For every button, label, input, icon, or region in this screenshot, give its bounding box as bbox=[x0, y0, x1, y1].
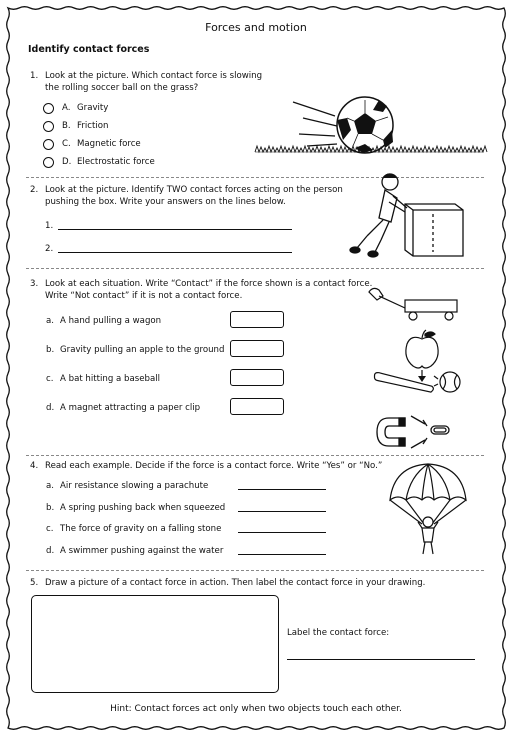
q4-answer-line-b[interactable] bbox=[238, 511, 326, 512]
divider bbox=[26, 570, 484, 571]
q4-answer-line-c[interactable] bbox=[238, 532, 326, 533]
option-letter: B. bbox=[62, 121, 71, 131]
option-label: Electrostatic force bbox=[77, 157, 155, 167]
option-letter: A. bbox=[62, 103, 71, 113]
q1-option-b[interactable] bbox=[43, 120, 203, 133]
q3-item-d-text: A magnet attracting a paper clip bbox=[60, 403, 201, 413]
q4-item-d-text: A swimmer pushing against the water bbox=[60, 546, 224, 556]
q3-answer-box-a[interactable] bbox=[230, 311, 284, 328]
q3-answer-box-c[interactable] bbox=[230, 369, 284, 386]
q3-item-b-text: Gravity pulling an apple to the ground bbox=[60, 345, 225, 355]
q3-prompt-line2: Write “Not contact” if it is not a contact force. bbox=[45, 291, 243, 301]
q3-item-b-letter: b. bbox=[46, 345, 55, 355]
divider bbox=[26, 268, 484, 269]
option-label: Magnetic force bbox=[77, 139, 141, 149]
wagon-illustration bbox=[365, 286, 465, 326]
q1-number: 1. bbox=[30, 71, 39, 81]
magnet-paperclip-illustration bbox=[375, 412, 465, 457]
soccer-ball-illustration bbox=[255, 88, 485, 168]
q4-answer-line-a[interactable] bbox=[238, 489, 326, 490]
radio-circle[interactable] bbox=[43, 121, 54, 132]
q4-item-b-text: A spring pushing back when squeezed bbox=[60, 503, 226, 513]
q1-option-a[interactable] bbox=[43, 102, 203, 115]
radio-circle[interactable] bbox=[43, 103, 54, 114]
q4-item-c-letter: c. bbox=[46, 524, 54, 534]
q4-item-a-letter: a. bbox=[46, 481, 54, 491]
q2-prompt-line1: Look at the picture. Identify TWO contact forces acting on the person bbox=[45, 185, 343, 195]
option-label: Gravity bbox=[77, 103, 109, 113]
q5-label-line[interactable] bbox=[287, 659, 475, 660]
q3-item-a-text: A hand pulling a wagon bbox=[60, 316, 162, 326]
q2-number: 2. bbox=[30, 185, 39, 195]
radio-circle[interactable] bbox=[43, 157, 54, 168]
q3-item-c-letter: c. bbox=[46, 374, 54, 384]
q3-number: 3. bbox=[30, 279, 39, 289]
q4-item-b-letter: b. bbox=[46, 503, 55, 513]
q1-option-d[interactable] bbox=[43, 156, 203, 169]
q5-number: 5. bbox=[30, 578, 39, 588]
bat-baseball-illustration bbox=[372, 370, 472, 410]
q1-prompt-line1: Look at the picture. Which contact force is slowing bbox=[45, 71, 263, 81]
q2-line-label-2: 2. bbox=[45, 244, 54, 254]
q3-answer-box-d[interactable] bbox=[230, 398, 284, 415]
q2-answer-line-2[interactable] bbox=[58, 252, 292, 253]
parachute-illustration bbox=[388, 462, 468, 557]
q4-answer-line-d[interactable] bbox=[238, 554, 326, 555]
q3-prompt-line1: Look at each situation. Write “Contact” if the force shown is a contact force. bbox=[45, 279, 373, 289]
q4-number: 4. bbox=[30, 461, 39, 471]
person-pushing-box-illustration bbox=[345, 168, 475, 263]
hint-text: Hint: Contact forces act only when two objects touch each other. bbox=[110, 704, 402, 714]
divider bbox=[26, 455, 484, 456]
option-label: Friction bbox=[77, 121, 109, 131]
q2-answer-line-1[interactable] bbox=[58, 229, 292, 230]
q4-prompt: Read each example. Decide if the force is a contact force. Write “Yes” or “No.” bbox=[45, 461, 383, 471]
q3-answer-box-b[interactable] bbox=[230, 340, 284, 357]
q1-option-c[interactable] bbox=[43, 138, 203, 151]
q1-prompt-line2: the rolling soccer ball on the grass? bbox=[45, 83, 199, 93]
option-letter: D. bbox=[62, 157, 72, 167]
q3-item-c-text: A bat hitting a baseball bbox=[60, 374, 161, 384]
q5-drawing-box[interactable] bbox=[31, 595, 279, 693]
q4-item-c-text: The force of gravity on a falling stone bbox=[60, 524, 222, 534]
q4-item-a-text: Air resistance slowing a parachute bbox=[60, 481, 209, 491]
q3-item-a-letter: a. bbox=[46, 316, 54, 326]
q3-item-d-letter: d. bbox=[46, 403, 55, 413]
q2-prompt-line2: pushing the box. Write your answers on the lines below. bbox=[45, 197, 286, 207]
section-title: Identify contact forces bbox=[28, 44, 150, 55]
page-title: Forces and motion bbox=[205, 21, 307, 34]
q4-item-d-letter: d. bbox=[46, 546, 55, 556]
q2-line-label-1: 1. bbox=[45, 221, 54, 231]
q5-prompt: Draw a picture of a contact force in action. Then label the contact force in your drawing. bbox=[45, 578, 426, 588]
q5-label-prompt: Label the contact force: bbox=[287, 628, 390, 638]
option-letter: C. bbox=[62, 139, 71, 149]
radio-circle[interactable] bbox=[43, 139, 54, 150]
